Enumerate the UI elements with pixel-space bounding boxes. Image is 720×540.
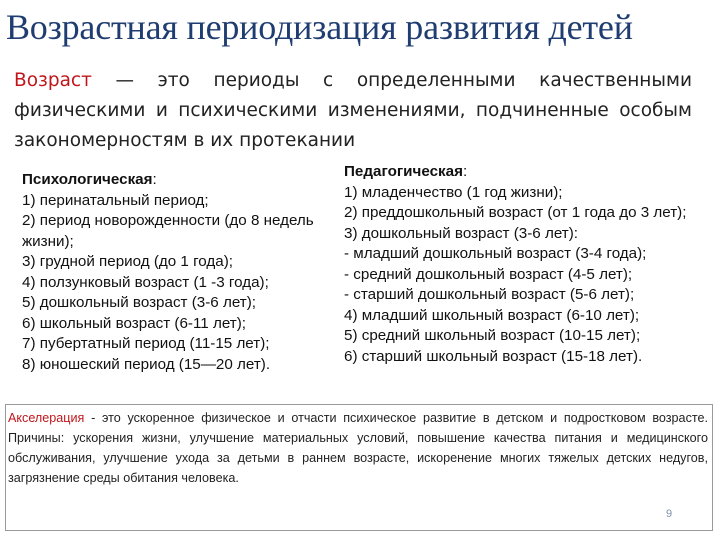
list-item: - средний дошкольный возраст (4-5 лет);: [344, 265, 633, 283]
definition-term: Возраст: [14, 70, 92, 91]
acceleration-term: Акселерация: [8, 411, 85, 425]
acceleration-paragraph: [8, 408, 708, 488]
list-item: 4) ползунковый возраст (1 -3 года);: [22, 273, 269, 291]
definition-paragraph: [14, 66, 692, 156]
list-item: 3) дошкольный возраст (3-6 лет):: [344, 224, 578, 242]
psychological-periodization: [22, 170, 327, 375]
list-item: - старший дошкольный возраст (5-6 лет);: [344, 286, 635, 303]
acceleration-text: - это ускоренное физическое и отчасти психическое развитие в детском и подростковом возрасте. Причины: ускорения жизни, улучшение материальных условий, повышение качества питания и медицинского обслуживания, улучшение ухода за детьми в раннем возрасте, искоренение многих тяжелых детских недугов, загрязнение среды обитания человека.: [8, 411, 708, 485]
psychological-heading: Психологическая:: [22, 171, 157, 188]
list-item: 1) перинатальный период;: [22, 191, 209, 209]
list-item: 6) старший школьный возраст (15-18 лет).: [344, 347, 643, 365]
list-item: 8) юношеский период (15—20 лет).: [22, 355, 271, 373]
list-item: 1) младенчество (1 год жизни);: [344, 183, 563, 201]
slide-title: Возрастная периодизация развития детей: [6, 7, 633, 47]
list-item: 5) средний школьный возраст (10-15 лет);: [344, 327, 641, 344]
pedagogical-heading: Педагогическая:: [344, 163, 468, 180]
list-item: 5) дошкольный возраст (3-6 лет);: [22, 294, 256, 311]
list-item: 2) преддошкольный возраст (от 1 года до 3 лет);: [344, 204, 687, 221]
list-item: 3) грудной период (до 1 года);: [22, 253, 233, 270]
pedagogical-periodization: [344, 162, 702, 367]
list-item: 6) школьный возраст (6-11 лет);: [22, 314, 246, 332]
list-item: 4) младший школьный возраст (6-10 лет);: [344, 306, 640, 324]
page-number: 9: [666, 508, 673, 520]
list-item: 7) пубертатный период (11-15 лет);: [22, 335, 270, 352]
list-item: 2) период новорожденности (до 8 недель жизни);: [22, 212, 314, 250]
definition-text: — это периоды с определенными качественными физическими и психическими изменениями, подчиненные особым закономерностям в их протекании: [14, 70, 692, 151]
list-item: - младший дошкольный возраст (3-4 года);: [344, 245, 647, 262]
